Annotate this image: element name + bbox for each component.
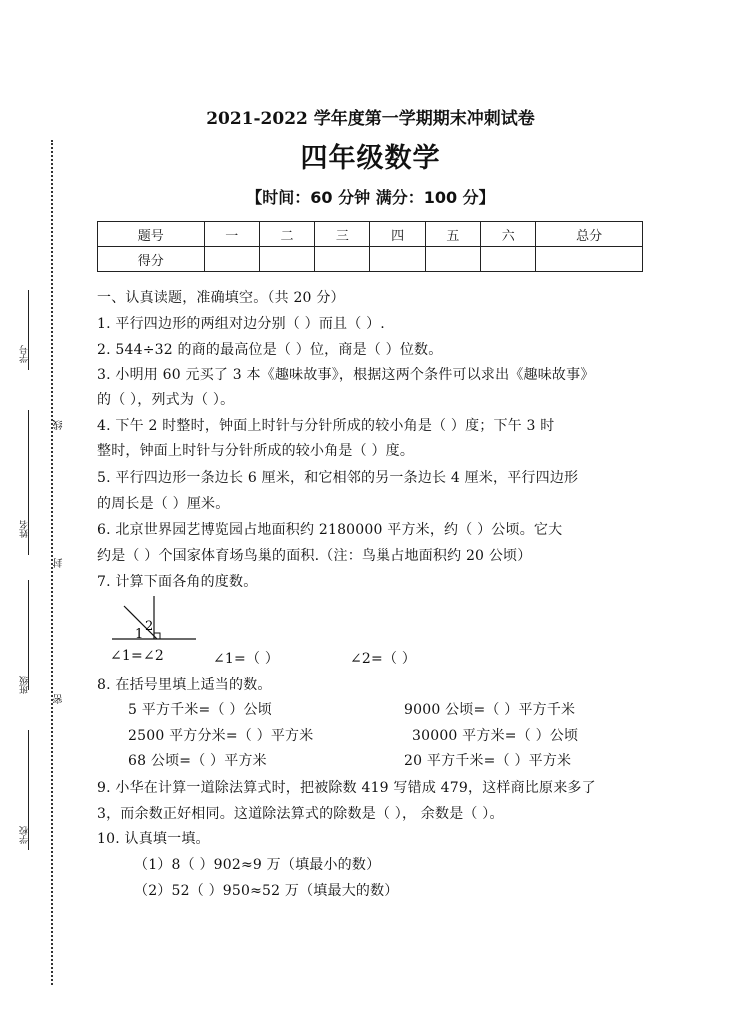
header-cell: 四 — [370, 222, 425, 247]
question-9-line2: 3，而余数正好相同。这道除法算式的除数是（ ）， 余数是（ ）。 — [97, 806, 504, 822]
subject-title: 四年级数学 — [300, 143, 441, 174]
header-cell: 题号 — [98, 222, 205, 247]
score-table-score-row — [98, 247, 643, 272]
question-6-line1: 6. 北京世界园艺博览园占地面积约 2180000 平方米，约（ ）公顷。它大 — [97, 522, 563, 538]
score-cell[interactable] — [259, 247, 314, 272]
score-cell[interactable] — [204, 247, 259, 272]
score-cell[interactable] — [536, 247, 643, 272]
header-cell: 三 — [315, 222, 370, 247]
score-table-header-row — [98, 222, 643, 247]
question-3-line1: 3. 小明用 60 元买了 3 本《趣味故事》，根据这两个条件可以求出《趣味故事》 — [97, 367, 595, 383]
row-label-cell: 得分 — [98, 247, 205, 272]
question-7-given: ∠1=∠2 — [110, 648, 165, 664]
angle-figure — [110, 592, 200, 642]
question-10: 10. 认真填一填。 — [97, 831, 210, 847]
question-8-item: 5 平方千米=（ ）公顷 — [128, 702, 272, 718]
question-4-line1: 4. 下午 2 时整时，钟面上时针与分针所成的较小角是（ ）度；下午 3 时 — [97, 418, 555, 434]
question-9-line1: 9. 小华在计算一道除法算式时，把被除数 419 写错成 479，这样商比原来多了 — [97, 780, 596, 796]
score-table — [97, 221, 643, 272]
class-label: 班级 — [20, 676, 30, 694]
question-5-line1: 5. 平行四边形一条边长 6 厘米，和它相邻的另一条边长 4 厘米，平行四边形 — [97, 470, 579, 486]
question-4-line2: 整时，钟面上时针与分针所成的较小角是（ ）度。 — [97, 443, 415, 459]
angle-1-label: 1 — [135, 627, 144, 642]
question-3-line2: 的（ ），列式为（ ）。 — [97, 392, 235, 408]
exam-title: 2021-2022 学年度第一学期期末冲刺试卷 — [206, 109, 535, 129]
question-8-item: 68 公顷=（ ）平方米 — [128, 753, 267, 769]
right-angle-marker — [154, 633, 160, 639]
score-cell[interactable] — [481, 247, 536, 272]
score-cell[interactable] — [370, 247, 425, 272]
header-cell: 一 — [204, 222, 259, 247]
school-label: 学校 — [20, 826, 30, 844]
question-5-line2: 的周长是（ ）厘米。 — [97, 496, 230, 512]
section-1-heading: 一、认真读题，准确填空。（共 20 分） — [97, 290, 345, 306]
student-id-label: 学号 — [20, 345, 30, 363]
question-7-answer-1: ∠1=（ ） — [213, 651, 280, 667]
question-1: 1. 平行四边形的两组对边分别（ ）而且（ ）. — [97, 316, 385, 332]
angle-2-label: 2 — [145, 619, 154, 634]
score-cell[interactable] — [315, 247, 370, 272]
question-8-item: 2500 平方分米=（ ）平方米 — [128, 728, 314, 744]
name-label: 姓名 — [20, 520, 30, 538]
score-cell[interactable] — [425, 247, 480, 272]
cut-mark-secret: 密 — [54, 694, 65, 704]
question-8: 8. 在括号里填上适当的数。 — [97, 677, 272, 693]
cut-mark-seal: 封 — [54, 558, 65, 568]
question-10-part-2: （2）52（ ）950≈52 万（填最大的数） — [134, 883, 399, 899]
header-cell: 五 — [425, 222, 480, 247]
header-cell: 二 — [259, 222, 314, 247]
header-cell: 六 — [481, 222, 536, 247]
question-7: 7. 计算下面各角的度数。 — [97, 574, 258, 590]
header-cell: 总分 — [536, 222, 643, 247]
question-10-part-1: （1）8（ ）902≈9 万（填最小的数） — [134, 857, 381, 873]
question-7-answer-2: ∠2=（ ） — [350, 651, 417, 667]
question-6-line2: 约是（ ）个国家体育场鸟巢的面积.（注：鸟巢占地面积约 20 公顷） — [97, 548, 532, 564]
time-score-info: 【时间：60 分钟 满分：100 分】 — [246, 188, 495, 207]
question-8-item: 20 平方千米=（ ）平方米 — [404, 753, 572, 769]
cut-mark-line: 线 — [54, 420, 65, 430]
question-8-item: 9000 公顷=（ ）平方千米 — [404, 702, 576, 718]
class-underline — [28, 580, 29, 690]
question-8-item: 30000 平方米=（ ）公顷 — [412, 728, 579, 744]
question-2: 2. 544÷32 的商的最高位是（ ）位，商是（ ）位数。 — [97, 342, 443, 358]
